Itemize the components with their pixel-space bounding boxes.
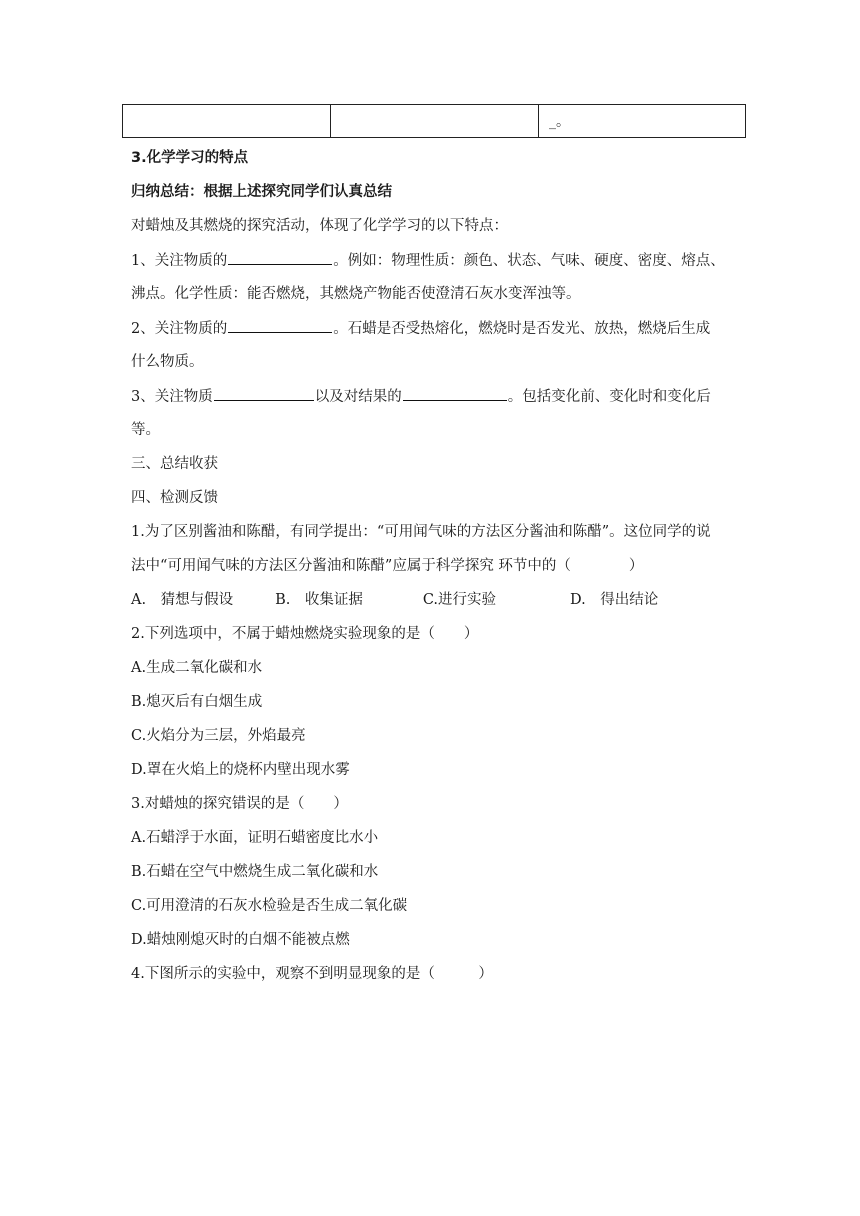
table-fragment xyxy=(122,104,746,138)
item-1-line-1 xyxy=(131,250,725,271)
part-3-title: 三、总结收获 xyxy=(131,456,218,472)
option-b[interactable]: B. 收集证据 xyxy=(275,592,363,608)
table-cell xyxy=(331,105,539,137)
question-3-option-b[interactable]: B.石蜡在空气中燃烧生成二氧化碳和水 xyxy=(131,864,379,880)
question-2-option-b[interactable]: B.熄灭后有白烟生成 xyxy=(131,694,263,710)
item-1-line-2: 沸点。化学性质：能否燃烧，其燃烧产物能否使澄清石灰水变浑浊等。 xyxy=(131,286,581,302)
item-1-text-a: 1、关注物质的 xyxy=(131,253,228,269)
question-2-option-d[interactable]: D.罩在火焰上的烧杯内壁出现水雾 xyxy=(131,762,350,778)
question-3-option-a[interactable]: A.石蜡浮于水面，证明石蜡密度比水小 xyxy=(131,830,379,846)
question-4-stem: 4.下图所示的实验中，观察不到明显现象的是（ ） xyxy=(131,966,493,982)
option-c[interactable]: C.进行实验 xyxy=(422,592,497,608)
item-3-text-a: 3、关注物质 xyxy=(131,389,213,405)
section-subheading: 归纳总结：根据上述探究同学们认真总结 xyxy=(131,184,392,200)
part-4-title: 四、检测反馈 xyxy=(131,490,218,506)
item-3-text-c: 。包括变化前、变化时和变化后 xyxy=(507,389,711,405)
fill-in-blank[interactable] xyxy=(403,386,507,401)
item-3-line-1 xyxy=(131,386,711,407)
question-1-line-2: 法中“可用闻气味的方法区分酱油和陈醋”应属于科学探究 环节中的（ ） xyxy=(131,558,644,574)
item-3-text-b: 以及对结果的 xyxy=(314,389,402,405)
fill-in-blank[interactable] xyxy=(214,386,314,401)
option-d[interactable]: D. 得出结论 xyxy=(570,592,659,608)
question-1-line-1: 1.为了区别酱油和陈醋，有同学提出：“可用闻气味的方法区分酱油和陈醋”。这位同学的说 xyxy=(131,524,711,540)
question-3-option-c[interactable]: C.可用澄清的石灰水检验是否生成二氧化碳 xyxy=(131,898,408,914)
item-2-line-1 xyxy=(131,318,710,339)
item-3-line-2: 等。 xyxy=(131,422,160,438)
section-heading: 3.化学学习的特点 xyxy=(131,150,249,166)
question-2-option-c[interactable]: C.火焰分为三层，外焰最亮 xyxy=(131,728,306,744)
question-2-option-a[interactable]: A.生成二氧化碳和水 xyxy=(131,660,263,676)
question-3-option-d[interactable]: D.蜡烛刚熄灭时的白烟不能被点燃 xyxy=(131,932,350,948)
question-1-options xyxy=(131,590,658,610)
item-2-line-2: 什么物质。 xyxy=(131,354,204,370)
fill-in-blank[interactable] xyxy=(228,318,332,333)
table-cell xyxy=(539,105,745,137)
option-a[interactable]: A. 猜想与假设 xyxy=(131,592,234,608)
table-cell-text: _。 xyxy=(549,114,570,130)
question-3-stem: 3.对蜡烛的探究错误的是（ ） xyxy=(131,796,348,812)
item-2-text-a: 2、关注物质的 xyxy=(131,321,228,337)
item-1-text-b: 。例如：物理性质：颜色、状态、气味、硬度、密度、熔点、 xyxy=(333,253,725,269)
fill-in-blank[interactable] xyxy=(228,250,332,265)
table-cell xyxy=(123,105,331,137)
intro-text: 对蜡烛及其燃烧的探究活动，体现了化学学习的以下特点： xyxy=(131,218,508,234)
question-2-stem: 2.下列选项中，不属于蜡烛燃烧实验现象的是（ ） xyxy=(131,626,479,642)
item-2-text-b: 。石蜡是否受热熔化，燃烧时是否发光、放热，燃烧后生成 xyxy=(333,321,711,337)
